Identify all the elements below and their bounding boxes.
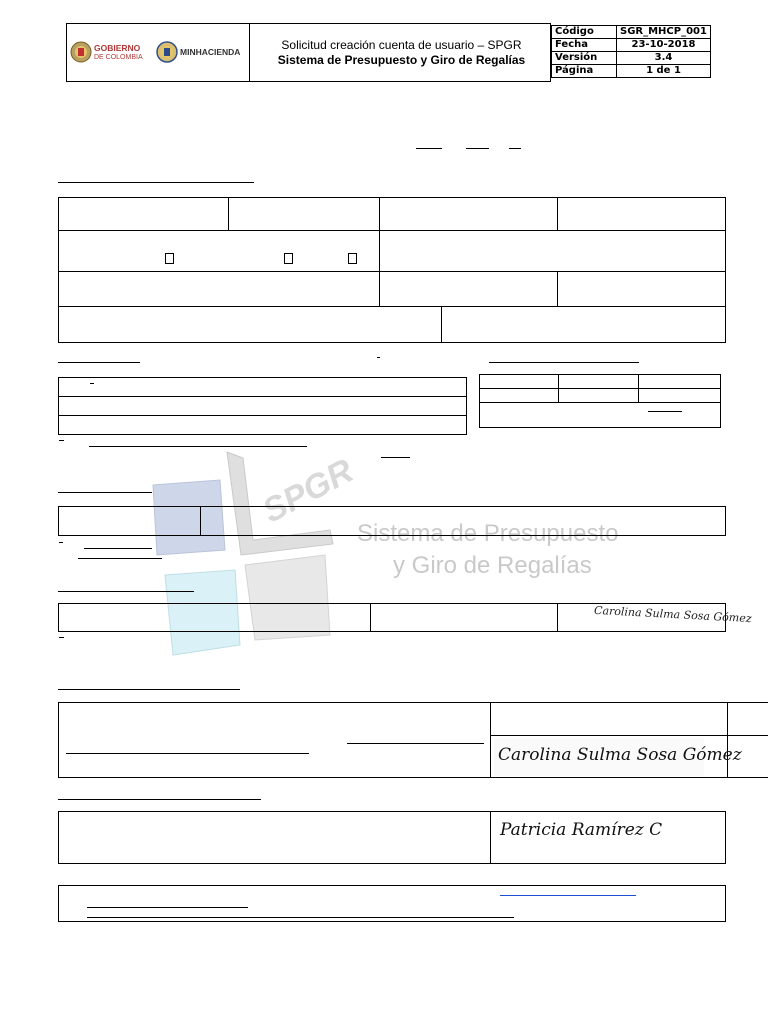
meta-value: 3.4 xyxy=(617,52,711,65)
col-divider xyxy=(557,603,558,632)
email-link[interactable] xyxy=(500,895,636,896)
meta-value: SGR_MHCP_001 xyxy=(617,26,711,39)
minhacienda-logo-text: MINHACIENDA xyxy=(180,47,241,57)
section-2-mark xyxy=(377,357,380,358)
date-day-field[interactable] xyxy=(416,148,442,149)
section-2-heading-underline xyxy=(58,362,140,363)
row-divider xyxy=(479,402,721,403)
meta-value: 1 de 1 xyxy=(617,65,711,78)
name-underline[interactable] xyxy=(66,753,309,754)
signature-3: Patricia Ramírez C xyxy=(500,820,663,840)
inline-field[interactable] xyxy=(648,411,682,412)
inline-field[interactable] xyxy=(381,457,410,458)
note-mark xyxy=(59,637,64,638)
note-underline xyxy=(89,446,307,447)
watermark-line2: y Giro de Regalías xyxy=(393,552,592,579)
watermark-logo-text: SPGR xyxy=(256,451,360,531)
document-type-checkbox[interactable] xyxy=(348,253,357,264)
field-cell[interactable] xyxy=(442,307,725,342)
meta-row xyxy=(552,26,711,39)
meta-value: 23-10-2018 xyxy=(617,39,711,52)
document-type-checkbox[interactable] xyxy=(165,253,174,264)
colombia-seal-icon xyxy=(70,41,92,63)
field-cell[interactable] xyxy=(380,198,556,229)
title-underline[interactable] xyxy=(347,743,484,744)
col-divider xyxy=(558,374,559,402)
date-month-field[interactable] xyxy=(466,148,489,149)
signature-2: Carolina Sulma Sosa Gómez xyxy=(498,745,742,765)
field-cell[interactable] xyxy=(59,307,440,342)
date-year-field[interactable] xyxy=(509,148,521,149)
note-underline xyxy=(84,548,152,549)
meta-label: Fecha xyxy=(552,39,617,52)
signature-1: Carolina Sulma Sosa Gómez xyxy=(593,603,752,626)
document-type-checkbox[interactable] xyxy=(284,253,293,264)
field-cell[interactable] xyxy=(59,812,489,863)
note-underline xyxy=(87,917,514,918)
section-2-right-table xyxy=(479,374,721,428)
note-underline xyxy=(87,907,248,908)
section-2b-heading-underline xyxy=(489,362,639,363)
field-cell[interactable] xyxy=(59,507,199,535)
section-3-heading-underline xyxy=(58,492,152,493)
field-cell[interactable] xyxy=(558,198,725,229)
section-5-heading-underline xyxy=(58,689,240,690)
col-divider xyxy=(490,811,491,864)
field-cell[interactable] xyxy=(59,378,466,395)
gobierno-logo-text: GOBIERNO DE COLOMBIA xyxy=(94,43,143,61)
note-mark xyxy=(59,440,64,441)
meta-label: Versión xyxy=(552,52,617,65)
field-cell[interactable] xyxy=(59,416,466,434)
minhacienda-logo xyxy=(156,40,248,64)
meta-row xyxy=(552,65,711,78)
document-meta-table xyxy=(551,25,711,78)
note-underline xyxy=(78,558,162,559)
meta-row xyxy=(552,39,711,52)
field-cell[interactable] xyxy=(59,604,369,631)
row-divider xyxy=(479,388,721,389)
col-divider xyxy=(727,702,728,778)
field-cell[interactable] xyxy=(371,604,556,631)
field-cell[interactable] xyxy=(380,272,556,305)
field-cell[interactable] xyxy=(229,198,378,229)
row-divider xyxy=(490,735,768,736)
watermark-line1: Sistema de Presupuesto xyxy=(357,520,619,547)
meta-row xyxy=(552,52,711,65)
meta-label: Página xyxy=(552,65,617,78)
section-4-heading-underline xyxy=(58,591,194,592)
col-divider xyxy=(638,374,639,402)
field-cell[interactable] xyxy=(201,507,725,535)
form-title: Solicitud creación cuenta de usuario – SPGR xyxy=(281,38,522,52)
field-cell[interactable] xyxy=(380,231,725,270)
section-1-heading-underline xyxy=(58,182,254,183)
field-cell[interactable] xyxy=(59,198,227,229)
form-subtitle: Sistema de Presupuesto y Giro de Regalías xyxy=(277,53,526,67)
spgr-watermark xyxy=(145,440,645,670)
field-cell[interactable] xyxy=(558,272,725,305)
section-6-heading-underline xyxy=(58,799,261,800)
note-mark xyxy=(59,542,63,543)
meta-label: Código xyxy=(552,26,617,39)
col-divider xyxy=(490,702,491,778)
colombia-seal-icon xyxy=(156,41,178,63)
field-cell[interactable] xyxy=(59,397,466,414)
gobierno-logo xyxy=(70,40,154,64)
field-cell[interactable] xyxy=(59,272,378,305)
